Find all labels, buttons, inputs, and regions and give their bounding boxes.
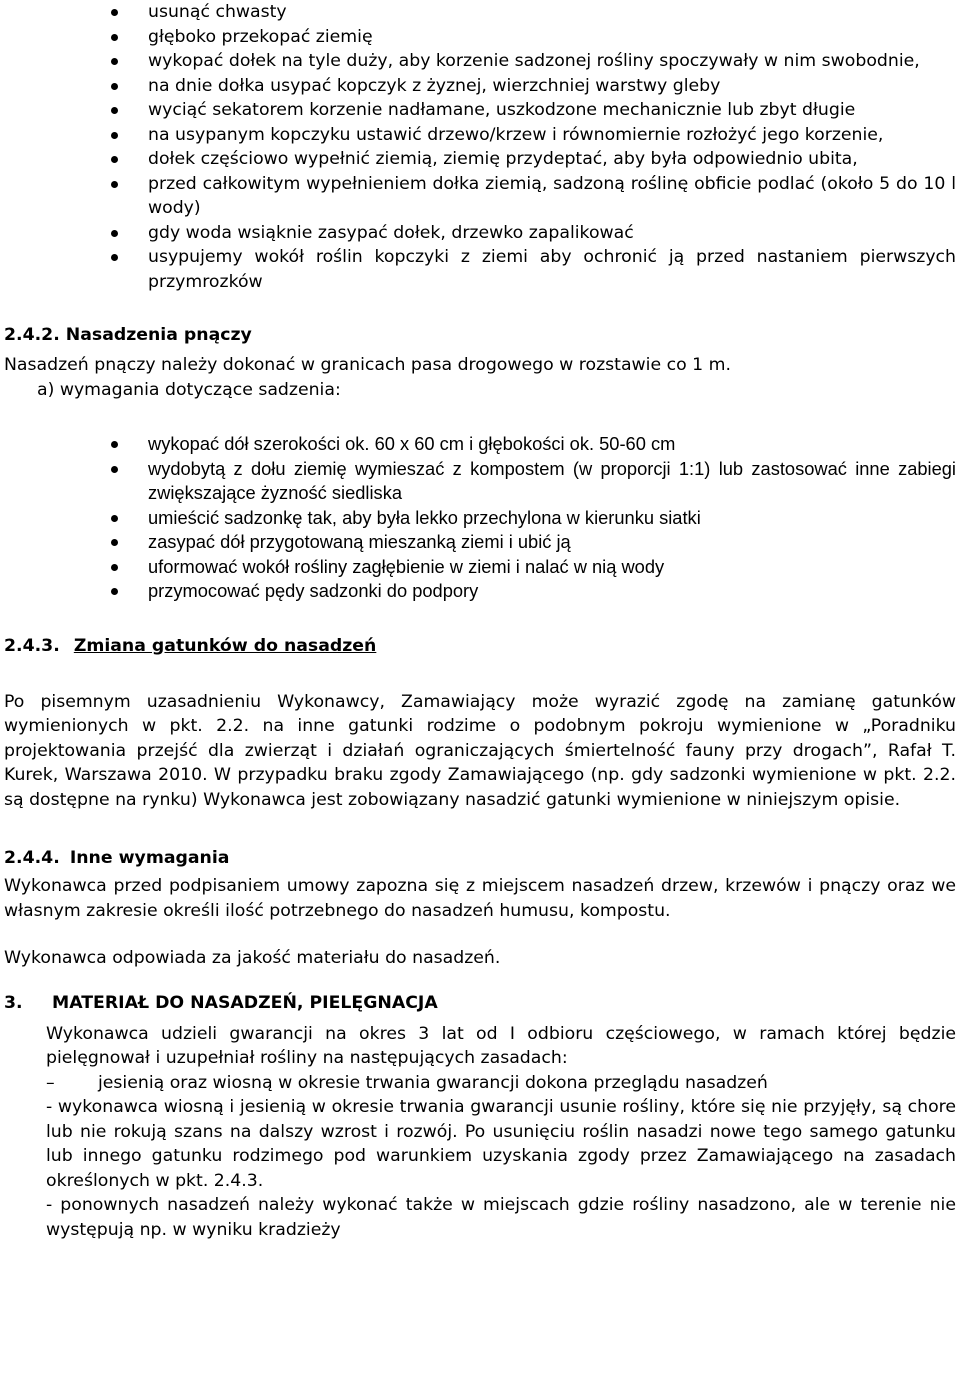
list-item — [46, 1071, 956, 1096]
section-3-content — [4, 1022, 956, 1243]
list-item: wyciąć sekatorem korzenie nadłamane, uszkodzone mechanicznie lub zbyt długie — [4, 98, 956, 123]
list-item: gdy woda wsiąknie zasypać dołek, drzewko zapalikować — [4, 221, 956, 246]
section-heading-2-4-3 — [4, 634, 956, 658]
subheading: a) wymagania dotyczące sadzenia: — [37, 379, 341, 400]
list-item: uformować wokół rośliny zagłębienie w ziemi i nalać w nią wody — [4, 555, 956, 580]
list-item: dołek częściowo wypełnić ziemią, ziemię przydeptać, aby była odpowiednio ubita, — [4, 147, 956, 172]
list-item: na dnie dołka usypać kopczyk z żyznej, wierzchniej warstwy gleby — [4, 74, 956, 99]
list-item: przymocować pędy sadzonki do podpory — [4, 579, 956, 604]
list-item: usunąć chwasty — [4, 0, 956, 25]
list-item: usypujemy wokół roślin kopczyki z ziemi aby ochronić ją przed nastaniem pierwszych przymrozków — [4, 245, 956, 294]
section-intro: Nasadzeń pnączy należy dokonać w granicach pasa drogowego w rozstawie co 1 m. — [4, 355, 731, 375]
section-heading-3 — [4, 991, 956, 1015]
section-body: Wykonawca odpowiada za jakość materiału do nasadzeń. — [4, 948, 501, 968]
list-item: zasypać dół przygotowaną mieszanką ziemi i ubić ją — [4, 530, 956, 555]
section-heading-2-4-2: 2.4.2. Nasadzenia pnączy — [4, 325, 252, 345]
section-title: Zmiana gatunków do nasadzeń — [73, 635, 377, 656]
section-title: MATERIAŁ DO NASADZEŃ, PIELĘGNACJA — [52, 992, 438, 1013]
list-item: wydobytą z dołu ziemię wymieszać z kompostem (w proporcji 1:1) lub zastosować inne zabiegi zwiększające żyzność siedliska — [4, 457, 956, 506]
list-item: - wykonawca wiosną i jesienią w okresie trwania gwarancji usunie rośliny, które się nie przyjęły, są chore lub nie rokują szans na dalszy wzrost i rozwój. Po usunięciu roślin nasadzi nowe tego samego gatunku lub innego gatunku rodzimego pod warunkiem uzyskania zgody przez Zamawiającego na zasadach określonych w pkt. 2.4.3. — [46, 1097, 956, 1191]
document-page — [4, 0, 956, 1242]
list-item: wykopać dół szerokości ok. 60 x 60 cm i głębokości ok. 50-60 cm — [4, 432, 956, 457]
list-item: przed całkowitym wypełnieniem dołka ziemią, sadzoną roślinę obficie podlać (około 5 do 10 l wody) — [4, 172, 956, 221]
list-item-text: jesienią oraz wiosną w okresie trwania gwarancji dokona przeglądu nasadzeń — [98, 1072, 768, 1093]
list-item: - ponownych nasadzeń należy wykonać także w miejscach gdzie rośliny nasadzono, ale w terenie nie występują np. w wyniku kradzieży — [46, 1195, 956, 1240]
dash-marker: – — [46, 1072, 55, 1093]
section-heading-2-4-4 — [4, 846, 956, 870]
section-number: 2.4.4. — [4, 848, 60, 868]
section-body: Wykonawca przed podpisaniem umowy zapozna się z miejscem nasadzeń drzew, krzewów i pnączy oraz we własnym zakresie określi ilość potrzebnego do nasadzeń humusu, kompostu. — [4, 876, 956, 921]
section-body: Po pisemnym uzasadnieniu Wykonawcy, Zamawiający może wyrazić zgodę na zamianę gatunków wymienionych w pkt. 2.2. na inne gatunki rodzime o podobnym pokroju wymienione w „Poradniku projektowania przejść dla zwierząt i działań ograniczających śmiertelność fauny przy drogach”, Rafał T. Kurek, Warszawa 2010. W przypadku braku zgody Zamawiającego (np. gdy sadzonki wymienione w pkt. 2.2. są dostępne na rynku) Wykonawca jest zobowiązany nasadzić gatunki wymienione w niniejszym opisie. — [4, 691, 956, 810]
section-number: 3. — [4, 992, 23, 1013]
section-title: Inne wymagania — [69, 848, 230, 868]
list-item: na usypanym kopczyku ustawić drzewo/krzew i równomiernie rozłożyć jego korzenie, — [4, 123, 956, 148]
section-number: 2.4.3. — [4, 635, 60, 656]
climber-steps-list — [4, 432, 956, 604]
list-item: wykopać dołek na tyle duży, aby korzenie sadzonej rośliny spoczywały w nim swobodnie, — [4, 49, 956, 74]
list-item: umieścić sadzonkę tak, aby była lekko przechylona w kierunku siatki — [4, 506, 956, 531]
planting-steps-list — [4, 0, 956, 294]
section-body: Wykonawca udzieli gwarancji na okres 3 lat od I odbioru częściowego, w ramach której będzie pielęgnował i uzupełniał rośliny na następujących zasadach: — [46, 1023, 956, 1068]
list-item: głęboko przekopać ziemię — [4, 25, 956, 50]
